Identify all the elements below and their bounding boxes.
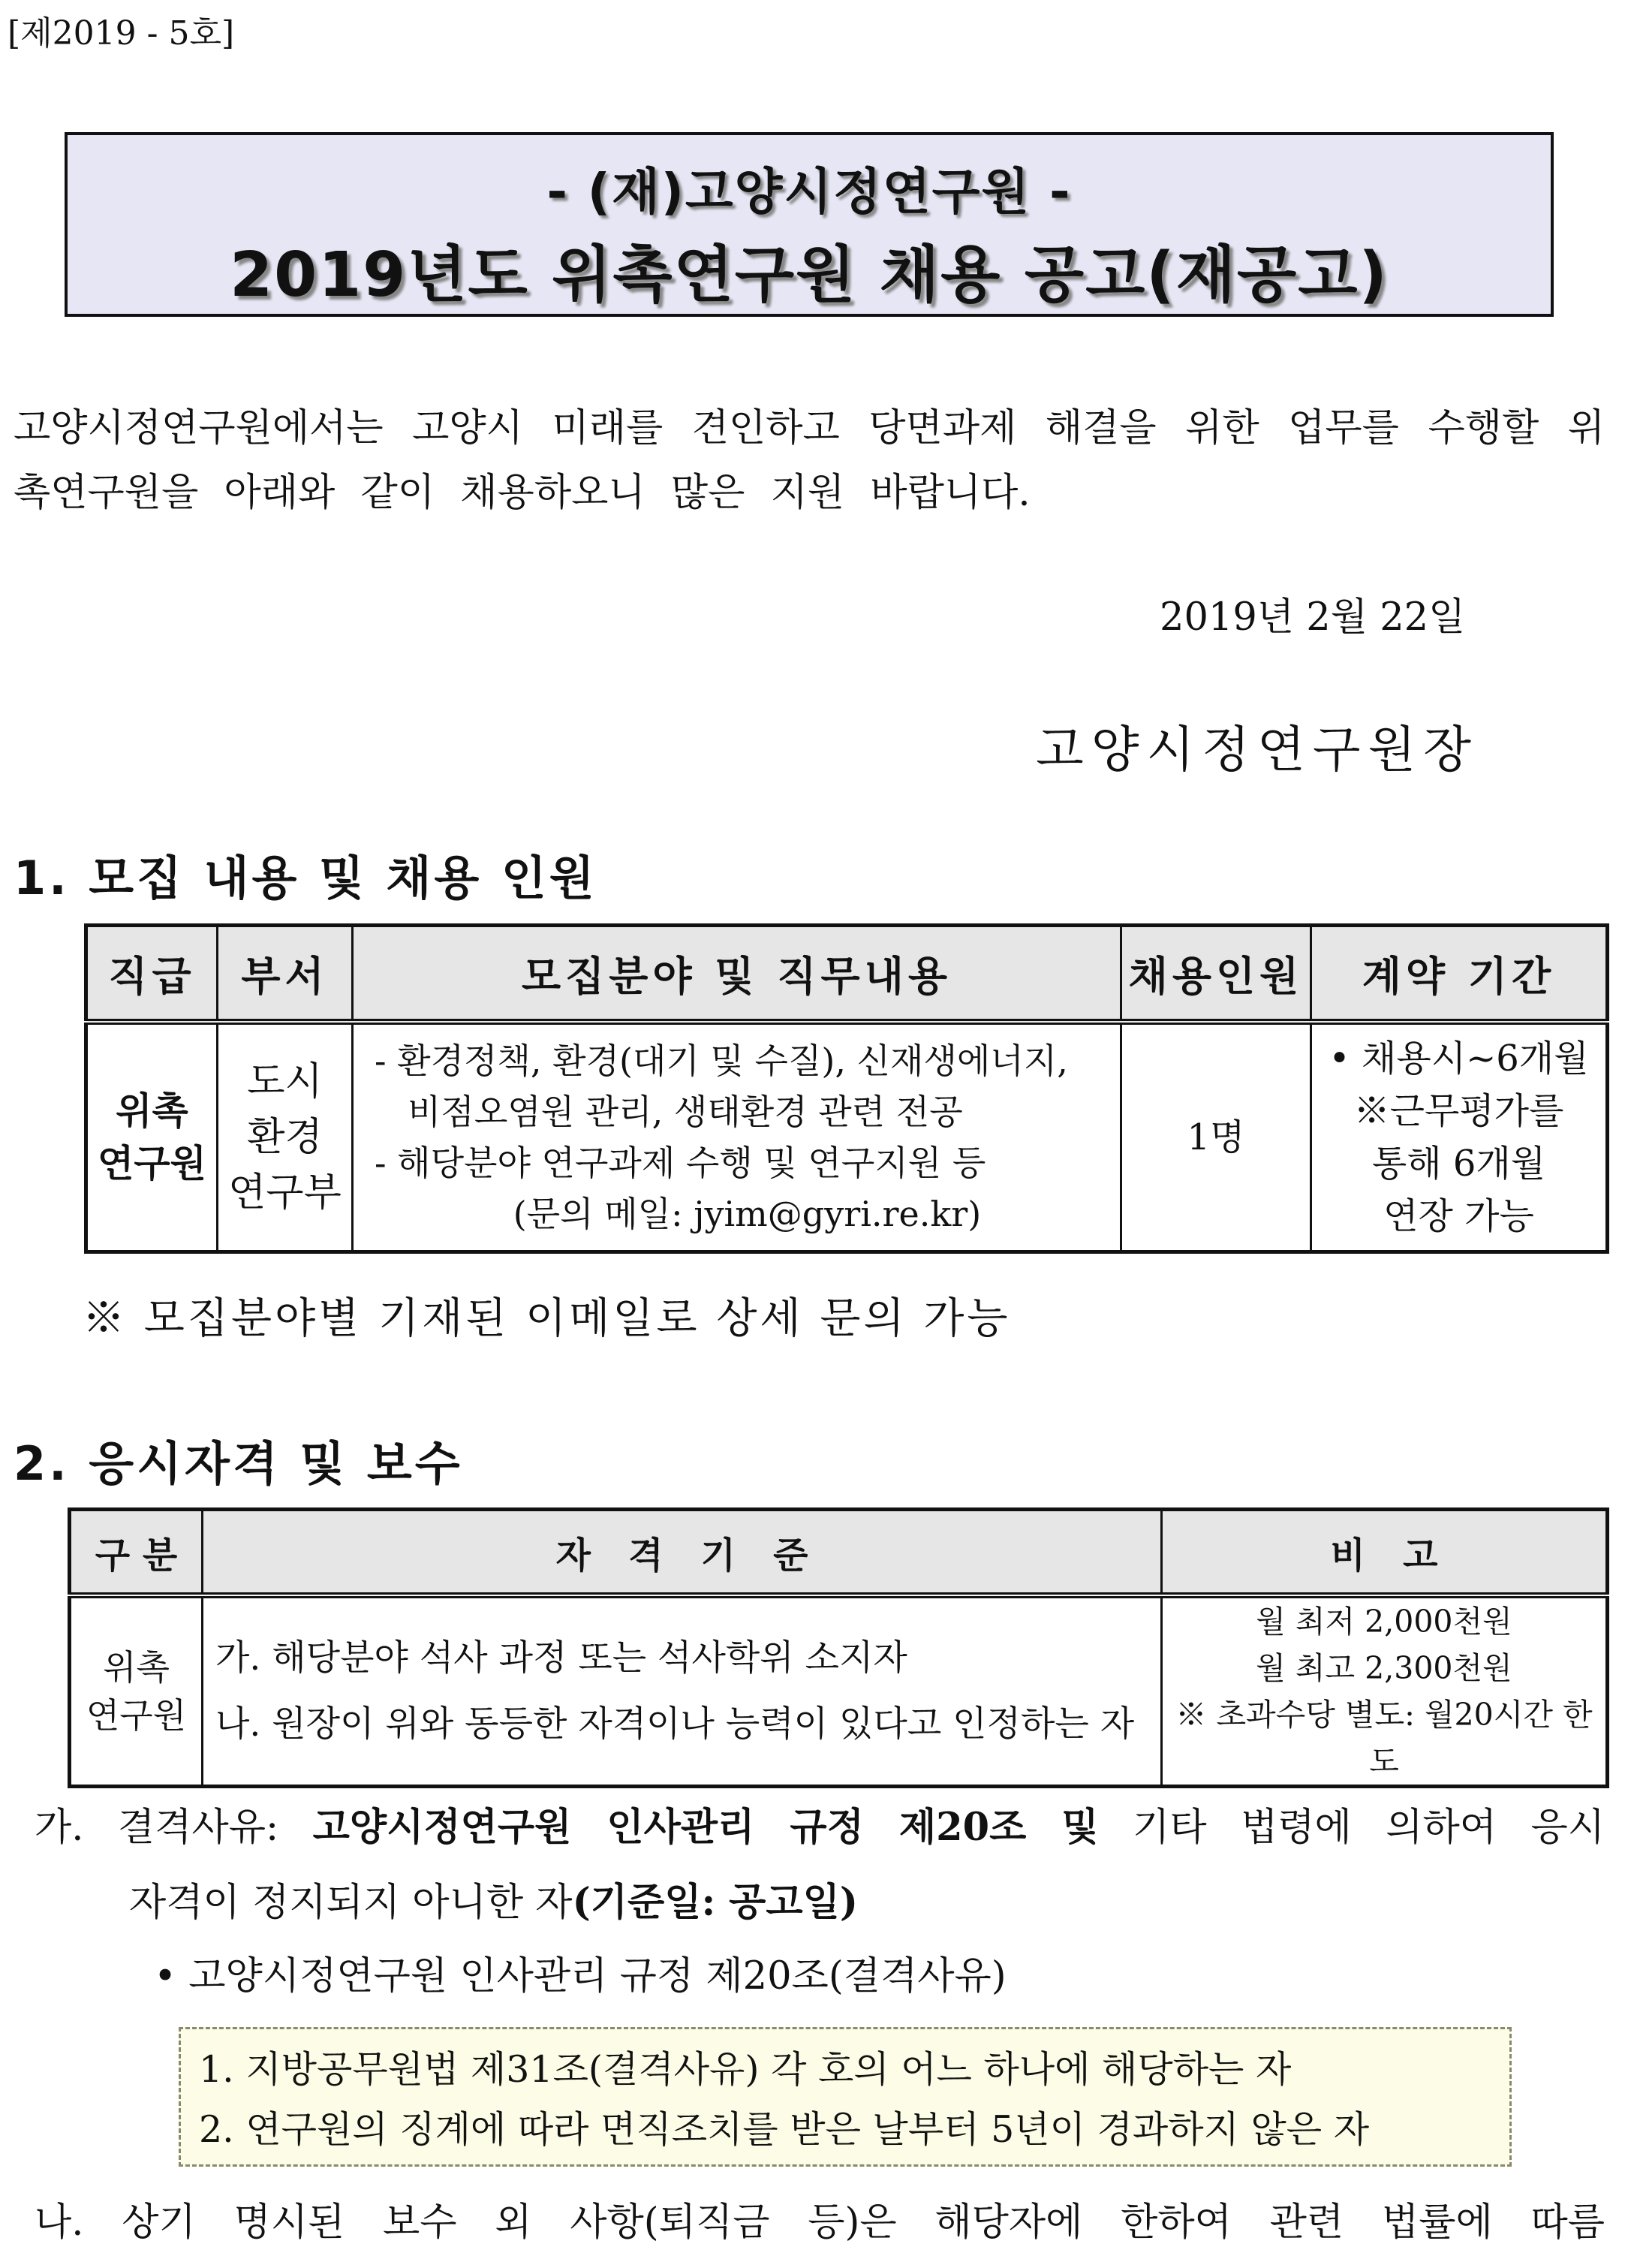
period-line: ※근무평가를 — [1353, 1090, 1564, 1132]
cell-duty — [353, 1022, 1121, 1252]
regulation-bullet: • 고양시정연구원 인사관리 규정 제20조(결격사유) — [154, 1954, 1007, 1998]
title-box — [65, 132, 1554, 317]
header-field: 모집분야 및 직무내용 — [353, 926, 1121, 1023]
header-criteria: 자 격 기 준 — [203, 1510, 1162, 1596]
regulation-box — [179, 2027, 1512, 2167]
period-line: • 채용시~6개월 — [1329, 1038, 1589, 1080]
period-line: 연장 가능 — [1383, 1195, 1534, 1237]
announcement-date: 2019년 2월 22일 — [1160, 595, 1466, 640]
cell-dept — [218, 1022, 353, 1252]
other-terms-paragraph: 나. 상기 명시된 보수 외 사항(퇴직금 등)은 해당자에 한하여 관련 법률에 따름 — [35, 2200, 1605, 2245]
header-period: 계약 기간 — [1311, 926, 1608, 1023]
document-number: [제2019 - 5호] — [8, 14, 235, 53]
criteria-line: 가. 해당분야 석사 과정 또는 석사학위 소지자 — [215, 1637, 907, 1679]
cell-count: 1명 — [1121, 1022, 1311, 1252]
dept-line: 연구부 — [228, 1170, 342, 1215]
title-main: 2019년도 위촉연구원 채용 공고(재공고) — [230, 239, 1389, 311]
disqualification-continued — [129, 1865, 858, 1941]
period-line: 통해 6개월 — [1371, 1143, 1546, 1185]
para-a-rest: 기타 법령에 의하여 응시 — [1098, 1806, 1605, 1850]
type-line: 위촉 — [103, 1647, 170, 1688]
regulation-item: 2. 연구원의 징계에 따라 면직조치를 받은 날부터 5년이 경과하지 않은 자 — [199, 2108, 1370, 2151]
reference-date: (기준일: 공고일) — [572, 1880, 859, 1925]
cell-type — [70, 1595, 203, 1787]
duty-line: - 환경정책, 환경(대기 및 수질), 신재생에너지, — [375, 1041, 1068, 1081]
type-line: 연구원 — [86, 1695, 187, 1736]
regulation-item: 1. 지방공무원법 제31조(결격사유) 각 호의 어느 하나에 해당하는 자 — [199, 2048, 1292, 2091]
section-1-heading: 1. 모집 내용 및 채용 인원 — [14, 851, 597, 905]
signer: 고양시정연구원장 — [1036, 721, 1479, 779]
dept-line: 환경 — [247, 1115, 323, 1160]
section-2-heading: 2. 응시자격 및 보수 — [14, 1436, 463, 1491]
contact-email: (문의 메일: jyim@gyri.re.kr) — [513, 1194, 982, 1234]
cell-position — [86, 1022, 218, 1252]
dept-line: 도시 — [247, 1059, 323, 1104]
header-count: 채용인원 — [1121, 926, 1311, 1023]
header-rank: 직급 — [86, 926, 218, 1023]
recruitment-table — [84, 923, 1609, 1254]
para-a-prefix: 가. 결격사유: — [35, 1806, 313, 1850]
pay-min: 월 최저 2,000천원 — [1256, 1604, 1512, 1640]
table-row — [86, 1022, 1608, 1252]
intro-paragraph: 고양시정연구원에서는 고양시 미래를 견인하고 당면과제 해결을 위한 업무를 수행할 위촉연구원을 아래와 같이 채용하오니 많은 지원 바랍니다. — [14, 406, 1605, 515]
inquiry-note: ※ 모집분야별 기재된 이메일로 상세 문의 가능 — [83, 1294, 1011, 1343]
para-a-cont: 자격이 정지되지 아니한 자 — [129, 1881, 573, 1925]
criteria-line: 나. 원장이 위와 동등한 자격이나 능력이 있다고 인정하는 자 — [215, 1703, 1135, 1745]
pay-max: 월 최고 2,300천원 — [1256, 1650, 1512, 1686]
cell-pay — [1162, 1595, 1608, 1787]
cell-period — [1311, 1022, 1608, 1252]
duty-line: 비점오염원 관리, 생태환경 관련 전공 — [408, 1092, 963, 1132]
duty-line: - 해당분야 연구과제 수행 및 연구지원 등 — [375, 1143, 986, 1183]
position-line: 연구원 — [98, 1141, 206, 1185]
table-header-row — [70, 1510, 1608, 1596]
para-a-bold: 고양시정연구원 인사관리 규정 제20조 및 — [312, 1805, 1099, 1850]
qualification-table — [68, 1507, 1609, 1788]
disqualification-paragraph — [35, 1790, 1605, 1866]
header-category: 구 분 — [70, 1510, 203, 1596]
title-organization: - (재)고양시정연구원 - — [546, 163, 1072, 221]
position-line: 위촉 — [116, 1089, 188, 1133]
header-dept: 부서 — [218, 926, 353, 1023]
table-header-row — [86, 926, 1608, 1023]
table-row — [70, 1595, 1608, 1787]
pay-overtime-note: ※ 초과수당 별도: 월20시간 한도 — [1175, 1697, 1593, 1779]
header-remarks: 비 고 — [1162, 1510, 1608, 1596]
cell-criteria — [203, 1595, 1162, 1787]
